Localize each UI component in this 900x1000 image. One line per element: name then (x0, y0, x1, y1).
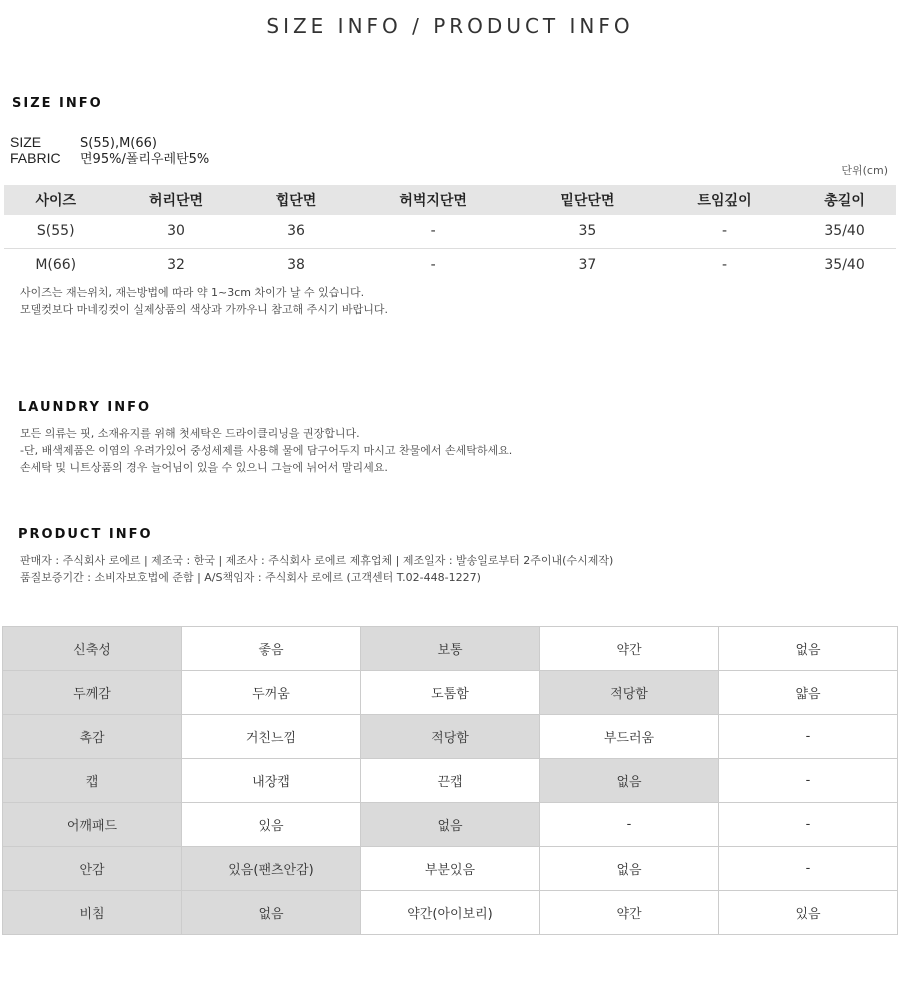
attribute-label: 비침 (3, 891, 182, 935)
attribute-row (3, 715, 898, 759)
laundry-line: 모든 의류는 핏, 소재유지를 위해 첫세탁은 드라이클리닝을 권장합니다. (20, 427, 360, 440)
size-label: SIZE (10, 134, 42, 150)
laundry-notes (20, 425, 512, 476)
attribute-option: 약간 (540, 891, 719, 935)
col-header: 총길이 (793, 185, 896, 215)
size-table-header (4, 185, 896, 215)
attribute-option: 도톰함 (361, 671, 540, 715)
attribute-option: 거친느낌 (182, 715, 361, 759)
attribute-option: - (719, 847, 898, 891)
table-cell: 36 (245, 215, 348, 248)
product-info-heading: PRODUCT INFO (18, 527, 153, 542)
table-cell: S(55) (4, 215, 107, 248)
table-cell: - (430, 256, 436, 273)
attribute-option-selected: 없음 (182, 891, 361, 935)
size-notes (20, 284, 388, 318)
table-cell: M(66) (35, 256, 77, 273)
col-header: 밑단단면 (519, 185, 656, 215)
size-info-heading: SIZE INFO (12, 96, 103, 111)
table-cell: - (722, 256, 728, 273)
attribute-label: 촉감 (3, 715, 182, 759)
col-header: 힙단면 (245, 185, 348, 215)
table-cell: 35 (519, 215, 656, 248)
size-table (4, 185, 896, 281)
table-cell: 38 (287, 256, 305, 273)
product-notes (20, 552, 613, 586)
col-header: 허벅지단면 (347, 185, 518, 215)
fabric-label: FABRIC (10, 150, 61, 166)
attribute-option: - (540, 803, 719, 847)
laundry-line: 손세탁 및 니트상품의 경우 늘어님이 있을 수 있으니 그늘에 뉘어서 말리세요. (20, 461, 388, 474)
product-attribute-table (2, 626, 898, 935)
attribute-option: 있음 (719, 891, 898, 935)
fabric-value: 면95%/폴리우레탄5% (80, 152, 210, 167)
note-line: 모델컷보다 마네킹컷이 실제상품의 색상과 가까우니 참고해 주시기 바랍니다. (20, 303, 389, 316)
table-row (4, 215, 896, 248)
col-header: 사이즈 (4, 185, 107, 215)
attribute-row (3, 891, 898, 935)
attribute-row (3, 759, 898, 803)
fabric-spec (10, 150, 209, 168)
attribute-label: 두께감 (3, 671, 182, 715)
attribute-option: 약간(아이보리) (361, 891, 540, 935)
size-value: S(55),M(66) (80, 136, 157, 151)
product-line: 판매자 : 주식회사 로에르 | 제조국 : 한국 | 제조사 : 주식회사 로에르 제휴업체 | 제조일자 : 발송일로부터 2주이내(수시제작) (20, 554, 614, 567)
attribute-row (3, 847, 898, 891)
attribute-label: 캡 (3, 759, 182, 803)
col-header: 허리단면 (107, 185, 244, 215)
attribute-option: 있음 (182, 803, 361, 847)
attribute-option-selected: 없음 (540, 759, 719, 803)
attribute-option: 내장캡 (182, 759, 361, 803)
unit-label: 단위(cm) (841, 164, 888, 177)
attribute-option-selected: 보통 (361, 627, 540, 671)
table-cell: 35/40 (793, 215, 896, 248)
attribute-option: 두꺼움 (182, 671, 361, 715)
attribute-label: 안감 (3, 847, 182, 891)
attribute-option: 부드러움 (540, 715, 719, 759)
attribute-option: - (719, 759, 898, 803)
attribute-label: 어깨패드 (3, 803, 182, 847)
laundry-line: -단, 배색제품은 이염의 우려가있어 중성세제를 사용해 물에 담구어두지 마시고 찬물에서 손세탁하세요. (20, 444, 513, 457)
table-cell: 32 (167, 256, 185, 273)
page-title: SIZE INFO / PRODUCT INFO (266, 14, 634, 38)
attribute-option-selected: 적당함 (540, 671, 719, 715)
attribute-option-selected: 적당함 (361, 715, 540, 759)
attribute-option: 없음 (719, 627, 898, 671)
attribute-option: 부분있음 (361, 847, 540, 891)
attribute-label: 신축성 (3, 627, 182, 671)
attribute-option: 끈캡 (361, 759, 540, 803)
attribute-option: 약간 (540, 627, 719, 671)
table-cell: 35/40 (824, 256, 865, 273)
note-line: 사이즈는 재는위치, 재는방법에 따라 약 1~3cm 차이가 날 수 있습니다. (20, 286, 365, 299)
attribute-option: 얇음 (719, 671, 898, 715)
laundry-info-heading: LAUNDRY INFO (18, 400, 152, 415)
table-cell: - (656, 215, 793, 248)
attribute-option-selected: 없음 (361, 803, 540, 847)
col-header: 트임깊이 (656, 185, 793, 215)
attribute-option: 좋음 (182, 627, 361, 671)
attribute-row (3, 671, 898, 715)
attribute-option: - (719, 803, 898, 847)
table-cell: 30 (107, 215, 244, 248)
table-row (4, 248, 896, 281)
table-cell: 37 (578, 256, 597, 273)
table-cell: - (347, 215, 518, 248)
product-line: 품질보증기간 : 소비자보호법에 준함 | A/S책임자 : 주식회사 로에르 (고객센터 T.02-448-1227) (20, 571, 481, 584)
attribute-row (3, 627, 898, 671)
attribute-option: - (719, 715, 898, 759)
attribute-row (3, 803, 898, 847)
attribute-option-selected: 있음(팬츠안감) (182, 847, 361, 891)
attribute-option: 없음 (540, 847, 719, 891)
